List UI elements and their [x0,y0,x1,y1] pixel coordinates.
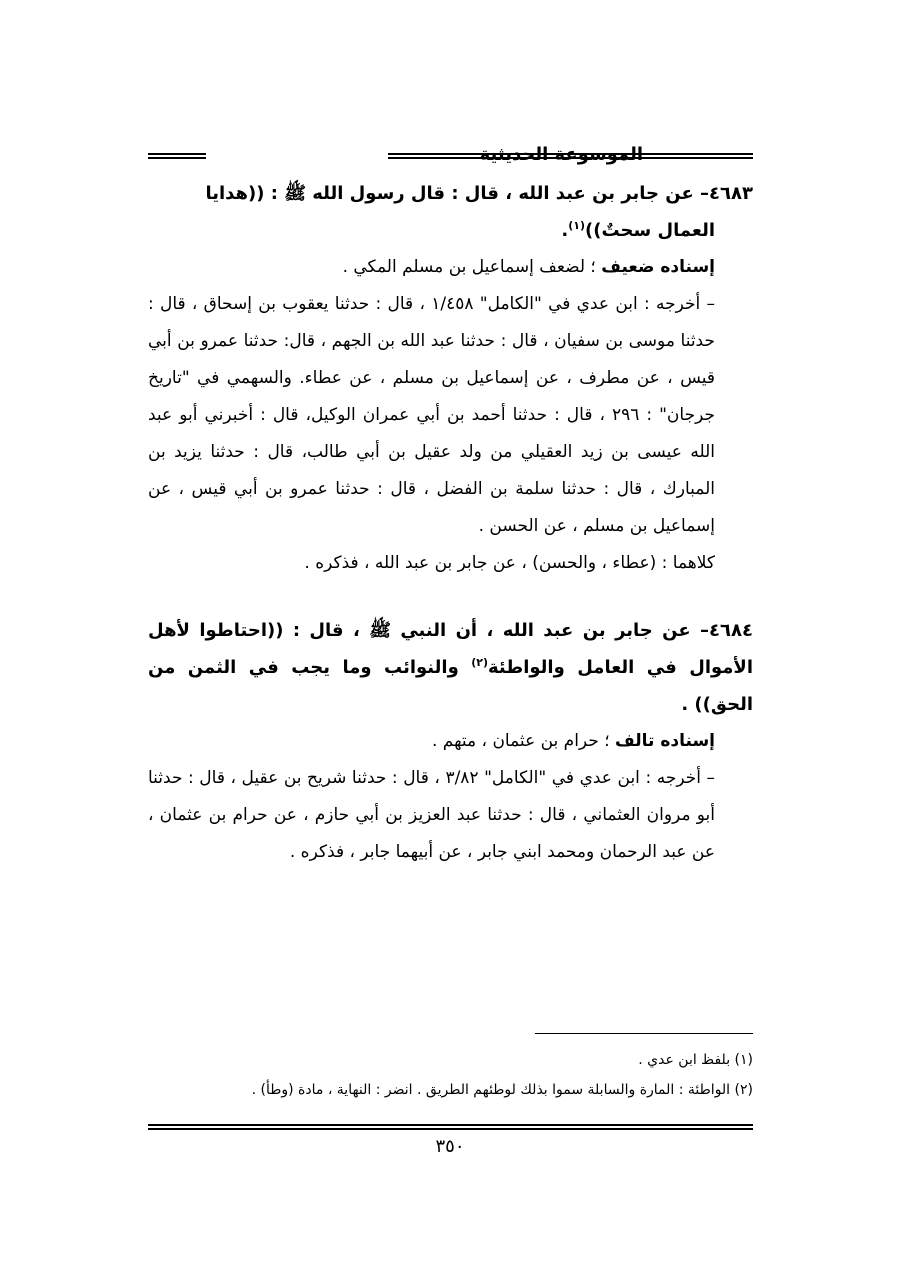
hadith-4683-summary: كلاهما : (عطاء ، والحسن) ، عن جابر بن عبد الله ، فذكره . [304,553,715,573]
hadith-4683-end: . [561,220,569,241]
footnote-mark-2[interactable]: (٢) [471,656,488,669]
header-title: الموسوعة الحديثية [479,144,643,165]
hadith-4684-takhrij: – أخرجه : ابن عدي في "الكامل" ٣/٨٢ ، قال : حدثنا شريح بن عقيل ، قال : حدثنا أبو مروان العثماني ، قال : حدثنا عبد العزيز بن أبي حازم ، عن حرام بن عثمان ، عن عبد الرحمان ومحمد ابني جابر ، عن أبيهما جابر ، فذكره . [148,768,715,862]
hadith-4684-start: ٤٦٨٤– عن جابر بن عبد الله ، أن النبي ﷺ ، قال : ((احتاطوا لأهل الأموال في العامل والواطئة [148,620,753,678]
hadith-4683-text [148,175,753,249]
hadith-4684-grade-label: إسناده تالف [615,731,715,751]
hadith-4683-takhrij: – أخرجه : ابن عدي في "الكامل" ١/٤٥٨ ، قال : حدثنا يعقوب بن إسحاق ، قال : حدثنا موسى بن سفيان ، قال : حدثنا عبد الله بن الجهم ، قال: حدثنا عمرو بن أبي قيس ، عن مطرف ، عن إسماعيل بن مسلم ، عن عطاء. والسهمي في "تاريخ جرجان" : ٢٩٦ ، قال : حدثنا أحمد بن أبي عمران الوكيل، قال : أخبرني أبو عبد الله عيسى بن زيد العقيلي من ولد عقيل بن أبي طالب، قال : حدثنا يزيد بن المبارك ، قال : حدثنا سلمة بن الفضل ، قال : حدثنا عمرو بن أبي قيس ، عن إسماعيل بن مسلم ، عن الحسن . [148,294,715,536]
footnote-2: (٢) الواطئة : المارة والسابلة سموا بذلك لوطئهم الطريق . انضر : النهاية ، مادة (وطأ) . [251,1082,753,1098]
footnote-separator [535,1033,753,1034]
hadith-4683-grade-label: إسناده ضعيف [601,257,715,277]
hadith-4683-line1: ٤٦٨٣– عن جابر بن عبد الله ، قال : قال رسول الله ﷺ : ((هدايا [205,183,753,204]
main-text [148,175,753,871]
hadith-4683-grade-reason: ؛ لضعف إسماعيل بن مسلم المكي . [342,257,596,277]
footnotes [148,1045,753,1105]
hadith-4684-grade-reason: ؛ حرام بن عثمان ، متهم . [431,731,610,751]
footnote-mark-1[interactable]: (١) [568,219,586,232]
footnote-1: (١) بلفظ ابن عدي . [638,1052,753,1068]
hadith-4684-grade [148,723,753,760]
running-header [148,143,753,169]
hadith-4684-end: والنوائب وما يجب في الثمن من الحق)) . [148,657,753,715]
section-spacer [148,582,753,612]
footer-rule [148,1124,753,1130]
hadith-4683-grade [148,249,753,286]
hadith-4684-text [148,612,753,723]
hadith-4683-line2: العمال سحتٌ)) [585,220,715,241]
page-number: ٣٥٠ [435,1136,465,1157]
